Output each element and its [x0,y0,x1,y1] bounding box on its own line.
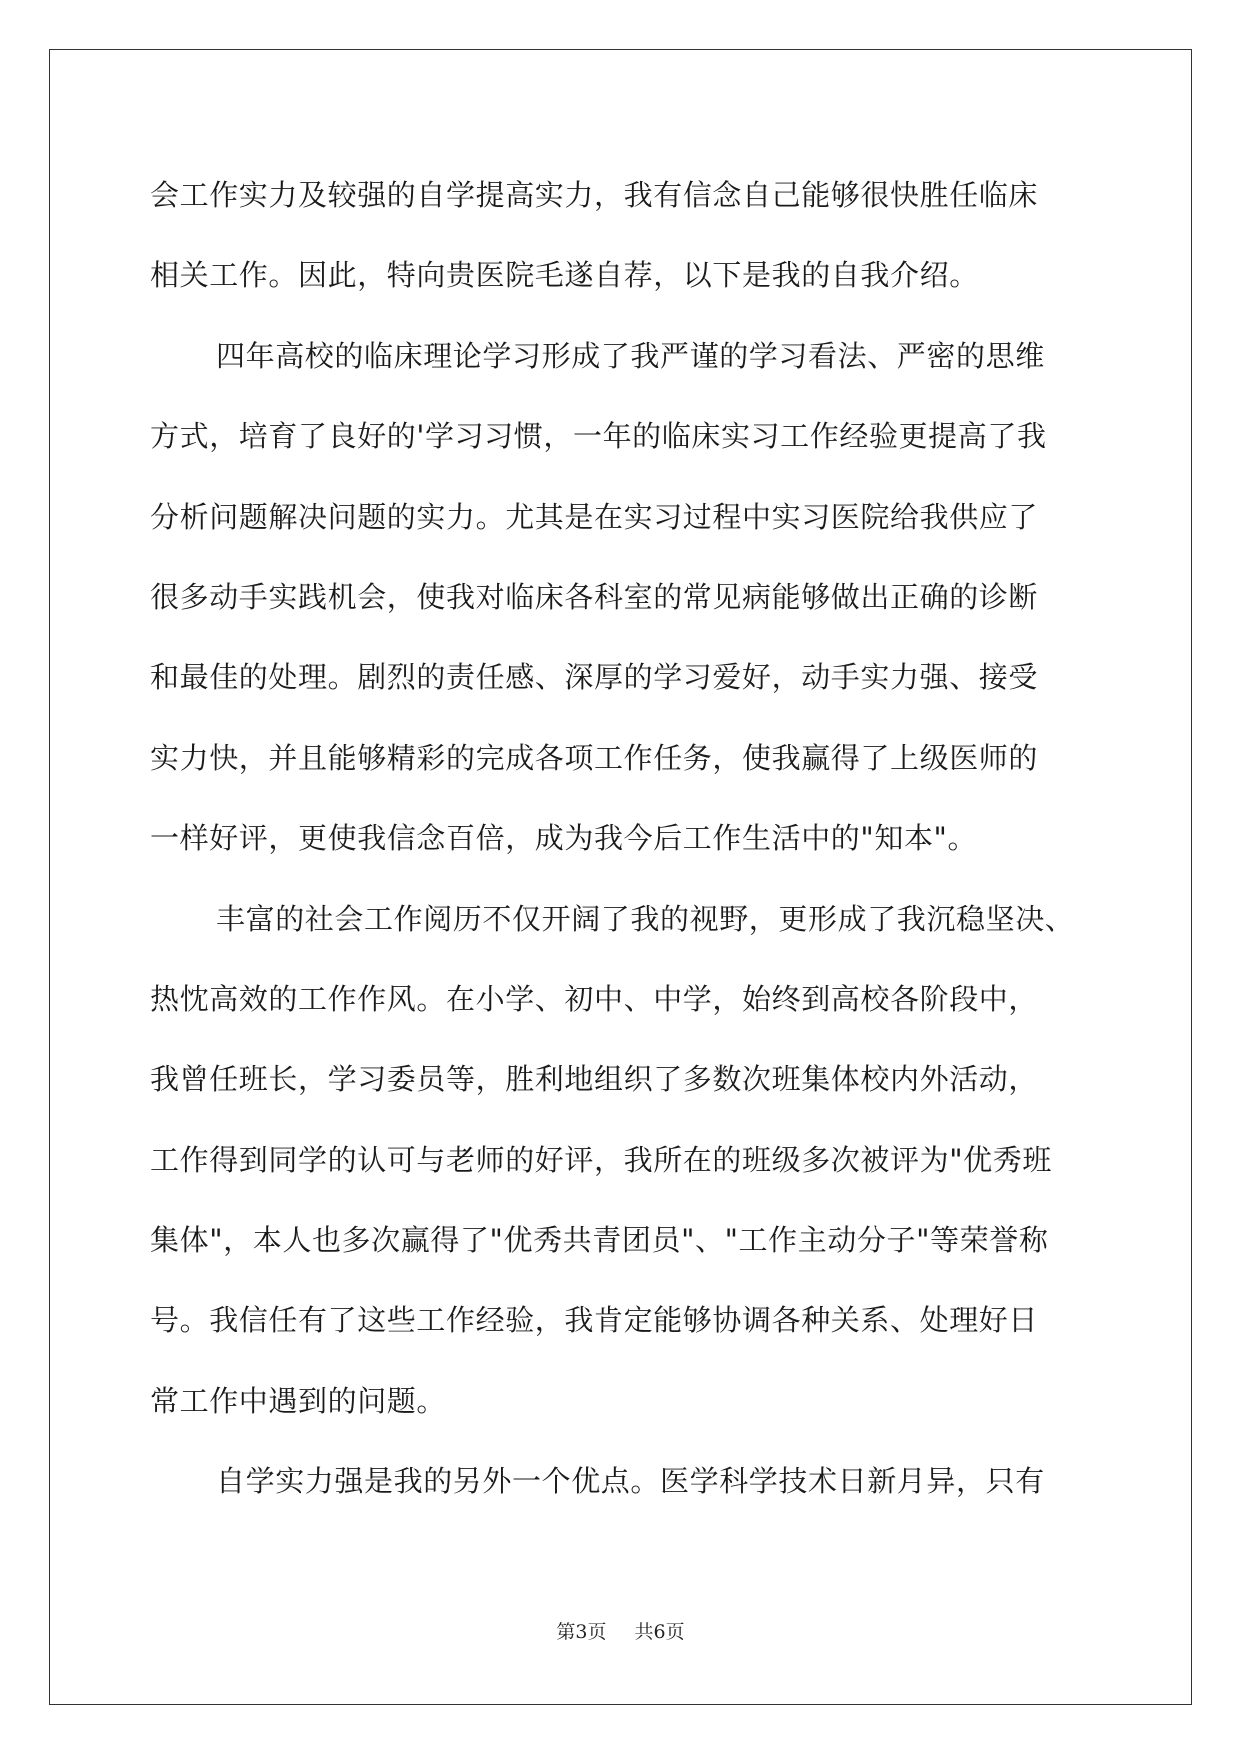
text-line: 方式，培育了良好的'学习习惯，一年的临床实习工作经验更提高了我 [150,419,1047,454]
text-line: 和最佳的处理。剧烈的责任感、深厚的学习爱好，动手实力强、接受 [150,660,1039,695]
text-line: 丰富的社会工作阅历不仅开阔了我的视野，更形成了我沉稳坚决、 [216,901,1075,936]
text-line: 自学实力强是我的另外一个优点。医学科学技术日新月异，只有 [216,1464,1045,1499]
text-line: 相关工作。因此，特向贵医院毛遂自荐，以下是我的自我介绍。 [150,258,979,293]
page-number: 第3页 [556,1621,607,1643]
text-line: 一样好评，更使我信念百倍，成为我今后工作生活中的"知本"。 [150,821,978,856]
document-body [150,160,1090,1527]
text-line: 很多动手实践机会，使我对临床各科室的常见病能够做出正确的诊断 [150,579,1039,614]
text-line: 号。我信任有了这些工作经验，我肯定能够协调各种关系、处理好日 [150,1303,1039,1338]
text-line: 工作得到同学的认可与老师的好评，我所在的班级多次被评为"优秀班 [150,1142,1052,1177]
text-line: 常工作中遇到的问题。 [150,1383,447,1418]
page-total: 共6页 [634,1621,685,1643]
page-footer [0,1617,1241,1644]
text-line: 会工作实力及较强的自学提高实力，我有信念自己能够很快胜任临床 [150,178,1039,212]
text-line: 四年高校的临床理论学习形成了我严谨的学习看法、严密的思维 [216,338,1045,373]
text-line: 实力快，并且能够精彩的完成各项工作任务，使我赢得了上级医师的 [150,740,1039,775]
text-line: 分析问题解决问题的实力。尤其是在实习过程中实习医院给我供应了 [150,499,1039,534]
text-line: 集体"，本人也多次赢得了"优秀共青团员"、"工作主动分子"等荣誉称 [150,1223,1049,1258]
text-line: 我曾任班长，学习委员等，胜利地组织了多数次班集体校内外活动， [150,1062,1039,1097]
text-line: 热忱高效的工作作风。在小学、初中、中学，始终到高校各阶段中， [150,981,1039,1016]
